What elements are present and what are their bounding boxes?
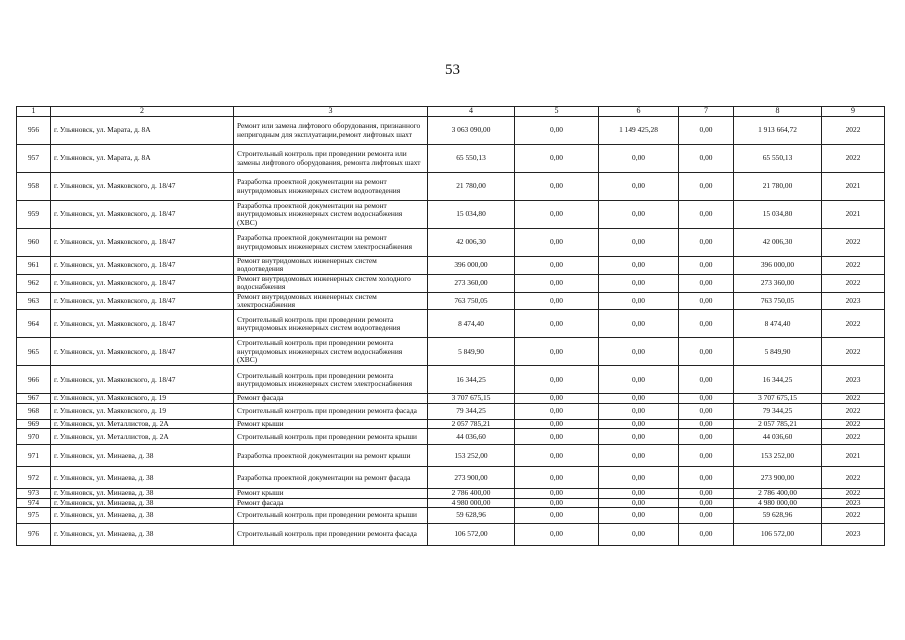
amount-col6-cell: 0,00 xyxy=(599,429,679,445)
amount-col8-cell: 15 034,80 xyxy=(734,201,822,229)
amount-col5-cell: 0,00 xyxy=(515,310,599,338)
amount-col6-cell: 0,00 xyxy=(599,310,679,338)
amount-col6-cell: 0,00 xyxy=(599,394,679,403)
table-row xyxy=(17,117,885,145)
amount-col8-cell: 8 474,40 xyxy=(734,310,822,338)
address-cell: г. Ульяновск, ул. Минаева, д. 38 xyxy=(51,498,234,507)
amount-col6-cell: 0,00 xyxy=(599,173,679,201)
page-number: 53 xyxy=(445,62,460,78)
column-header: 6 xyxy=(599,107,679,117)
amount-col7-cell: 0,00 xyxy=(679,429,734,445)
amount-col8-cell: 1 913 664,72 xyxy=(734,117,822,145)
total-cost-cell: 21 780,00 xyxy=(428,173,515,201)
row-number: 962 xyxy=(17,274,51,292)
address-cell: г. Ульяновск, ул. Маяковского, д. 19 xyxy=(51,394,234,403)
amount-col7-cell: 0,00 xyxy=(679,229,734,257)
amount-col7-cell: 0,00 xyxy=(679,394,734,403)
total-cost-cell: 273 900,00 xyxy=(428,467,515,489)
amount-col5-cell: 0,00 xyxy=(515,201,599,229)
amount-col8-cell: 763 750,05 xyxy=(734,292,822,310)
address-cell: г. Ульяновск, ул. Маяковского, д. 18/47 xyxy=(51,310,234,338)
year-cell: 2021 xyxy=(822,173,885,201)
amount-col8-cell: 5 849,90 xyxy=(734,338,822,366)
amount-col6-cell: 0,00 xyxy=(599,201,679,229)
amount-col8-cell: 16 344,25 xyxy=(734,366,822,394)
work-description-cell: Строительный контроль при проведении ремонта внутридомовых инженерных систем водоотведения xyxy=(234,310,428,338)
address-cell: г. Ульяновск, ул. Минаева, д. 38 xyxy=(51,508,234,524)
amount-col8-cell: 273 900,00 xyxy=(734,467,822,489)
table-row xyxy=(17,445,885,467)
column-header: 4 xyxy=(428,107,515,117)
year-cell: 2023 xyxy=(822,498,885,507)
amount-col7-cell: 0,00 xyxy=(679,403,734,419)
row-number: 963 xyxy=(17,292,51,310)
address-cell: г. Ульяновск, ул. Маяковского, д. 19 xyxy=(51,403,234,419)
amount-col7-cell: 0,00 xyxy=(679,274,734,292)
row-number: 956 xyxy=(17,117,51,145)
amount-col7-cell: 0,00 xyxy=(679,498,734,507)
column-header: 2 xyxy=(51,107,234,117)
amount-col7-cell: 0,00 xyxy=(679,489,734,498)
amount-col8-cell: 79 344,25 xyxy=(734,403,822,419)
address-cell: г. Ульяновск, ул. Минаева, д. 38 xyxy=(51,467,234,489)
table-row xyxy=(17,145,885,173)
row-number: 957 xyxy=(17,145,51,173)
address-cell: г. Ульяновск, ул. Маяковского, д. 18/47 xyxy=(51,366,234,394)
work-description-cell: Ремонт фасада xyxy=(234,498,428,507)
year-cell: 2023 xyxy=(822,292,885,310)
amount-col7-cell: 0,00 xyxy=(679,310,734,338)
amount-col6-cell: 1 149 425,28 xyxy=(599,117,679,145)
table-row xyxy=(17,524,885,546)
year-cell: 2022 xyxy=(822,338,885,366)
table-row xyxy=(17,498,885,507)
work-description-cell: Разработка проектной документации на ремонт внутридомовых инженерных систем электроснабжения xyxy=(234,229,428,257)
row-number: 974 xyxy=(17,498,51,507)
column-number-row xyxy=(17,107,885,117)
amount-col8-cell: 59 628,96 xyxy=(734,508,822,524)
work-description-cell: Строительный контроль при проведении ремонта фасада xyxy=(234,403,428,419)
amount-col5-cell: 0,00 xyxy=(515,366,599,394)
work-description-cell: Строительный контроль при проведении ремонта внутридомовых инженерных систем электроснабжения xyxy=(234,366,428,394)
amount-col8-cell: 44 036,60 xyxy=(734,429,822,445)
table-row xyxy=(17,229,885,257)
row-number: 965 xyxy=(17,338,51,366)
amount-col8-cell: 42 006,30 xyxy=(734,229,822,257)
amount-col5-cell: 0,00 xyxy=(515,508,599,524)
total-cost-cell: 79 344,25 xyxy=(428,403,515,419)
address-cell: г. Ульяновск, ул. Маяковского, д. 18/47 xyxy=(51,292,234,310)
amount-col5-cell: 0,00 xyxy=(515,498,599,507)
table-row xyxy=(17,274,885,292)
amount-col8-cell: 21 780,00 xyxy=(734,173,822,201)
year-cell: 2023 xyxy=(822,524,885,546)
amount-col6-cell: 0,00 xyxy=(599,145,679,173)
year-cell: 2022 xyxy=(822,419,885,428)
amount-col6-cell: 0,00 xyxy=(599,338,679,366)
address-cell: г. Ульяновск, ул. Маяковского, д. 18/47 xyxy=(51,338,234,366)
amount-col5-cell: 0,00 xyxy=(515,403,599,419)
total-cost-cell: 396 000,00 xyxy=(428,257,515,275)
amount-col5-cell: 0,00 xyxy=(515,145,599,173)
work-description-cell: Ремонт внутридомовых инженерных систем водоотведения xyxy=(234,257,428,275)
amount-col8-cell: 2 786 400,00 xyxy=(734,489,822,498)
total-cost-cell: 15 034,80 xyxy=(428,201,515,229)
work-description-cell: Ремонт или замена лифтового оборудования, признанного непригодным для эксплуатации,ремонт лифтовых шахт xyxy=(234,117,428,145)
amount-col5-cell: 0,00 xyxy=(515,292,599,310)
amount-col5-cell: 0,00 xyxy=(515,419,599,428)
column-header: 9 xyxy=(822,107,885,117)
amount-col5-cell: 0,00 xyxy=(515,489,599,498)
year-cell: 2021 xyxy=(822,445,885,467)
year-cell: 2022 xyxy=(822,117,885,145)
row-number: 966 xyxy=(17,366,51,394)
amount-col7-cell: 0,00 xyxy=(679,117,734,145)
row-number: 969 xyxy=(17,419,51,428)
amount-col7-cell: 0,00 xyxy=(679,173,734,201)
address-cell: г. Ульяновск, ул. Минаева, д. 38 xyxy=(51,489,234,498)
amount-col8-cell: 65 550,13 xyxy=(734,145,822,173)
row-number: 964 xyxy=(17,310,51,338)
total-cost-cell: 3 063 090,00 xyxy=(428,117,515,145)
amount-col7-cell: 0,00 xyxy=(679,292,734,310)
total-cost-cell: 4 980 000,00 xyxy=(428,498,515,507)
amount-col5-cell: 0,00 xyxy=(515,173,599,201)
total-cost-cell: 42 006,30 xyxy=(428,229,515,257)
row-number: 972 xyxy=(17,467,51,489)
table-row xyxy=(17,403,885,419)
table-row xyxy=(17,394,885,403)
amount-col6-cell: 0,00 xyxy=(599,403,679,419)
total-cost-cell: 44 036,60 xyxy=(428,429,515,445)
row-number: 959 xyxy=(17,201,51,229)
amount-col5-cell: 0,00 xyxy=(515,467,599,489)
work-description-cell: Разработка проектной документации на ремонт внутридомовых инженерных систем водоотведения xyxy=(234,173,428,201)
amount-col6-cell: 0,00 xyxy=(599,489,679,498)
row-number: 976 xyxy=(17,524,51,546)
amount-col5-cell: 0,00 xyxy=(515,524,599,546)
address-cell: г. Ульяновск, ул. Марата, д. 8А xyxy=(51,117,234,145)
address-cell: г. Ульяновск, ул. Маяковского, д. 18/47 xyxy=(51,229,234,257)
address-cell: г. Ульяновск, ул. Маяковского, д. 18/47 xyxy=(51,173,234,201)
amount-col8-cell: 3 707 675,15 xyxy=(734,394,822,403)
year-cell: 2022 xyxy=(822,429,885,445)
amount-col7-cell: 0,00 xyxy=(679,257,734,275)
amount-col5-cell: 0,00 xyxy=(515,274,599,292)
address-cell: г. Ульяновск, ул. Металлистов, д. 2А xyxy=(51,419,234,428)
year-cell: 2022 xyxy=(822,508,885,524)
amount-col5-cell: 0,00 xyxy=(515,338,599,366)
table-row xyxy=(17,467,885,489)
amount-col6-cell: 0,00 xyxy=(599,524,679,546)
total-cost-cell: 8 474,40 xyxy=(428,310,515,338)
row-number: 970 xyxy=(17,429,51,445)
amount-col8-cell: 4 980 000,00 xyxy=(734,498,822,507)
column-header: 7 xyxy=(679,107,734,117)
table-row xyxy=(17,173,885,201)
total-cost-cell: 153 252,00 xyxy=(428,445,515,467)
amount-col5-cell: 0,00 xyxy=(515,394,599,403)
year-cell: 2022 xyxy=(822,257,885,275)
year-cell: 2022 xyxy=(822,403,885,419)
total-cost-cell: 16 344,25 xyxy=(428,366,515,394)
amount-col7-cell: 0,00 xyxy=(679,145,734,173)
amount-col7-cell: 0,00 xyxy=(679,524,734,546)
amount-col6-cell: 0,00 xyxy=(599,257,679,275)
year-cell: 2022 xyxy=(822,145,885,173)
amount-col6-cell: 0,00 xyxy=(599,445,679,467)
table-row xyxy=(17,201,885,229)
total-cost-cell: 273 360,00 xyxy=(428,274,515,292)
work-description-cell: Разработка проектной документации на ремонт фасада xyxy=(234,467,428,489)
row-number: 960 xyxy=(17,229,51,257)
year-cell: 2022 xyxy=(822,274,885,292)
works-table xyxy=(16,106,885,546)
table-row xyxy=(17,489,885,498)
work-description-cell: Ремонт крыши xyxy=(234,489,428,498)
work-description-cell: Ремонт внутридомовых инженерных систем холодного водоснабжения xyxy=(234,274,428,292)
total-cost-cell: 3 707 675,15 xyxy=(428,394,515,403)
amount-col7-cell: 0,00 xyxy=(679,467,734,489)
amount-col7-cell: 0,00 xyxy=(679,338,734,366)
row-number: 968 xyxy=(17,403,51,419)
year-cell: 2022 xyxy=(822,489,885,498)
work-description-cell: Строительный контроль при проведении ремонта крыши xyxy=(234,429,428,445)
table-row xyxy=(17,257,885,275)
work-description-cell: Строительный контроль при проведении ремонта или замены лифтового оборудования, ремонта лифтовых шахт xyxy=(234,145,428,173)
work-description-cell: Строительный контроль при проведении ремонта фасада xyxy=(234,524,428,546)
amount-col5-cell: 0,00 xyxy=(515,229,599,257)
amount-col8-cell: 153 252,00 xyxy=(734,445,822,467)
table-row xyxy=(17,292,885,310)
column-header: 1 xyxy=(17,107,51,117)
amount-col7-cell: 0,00 xyxy=(679,419,734,428)
table-row xyxy=(17,310,885,338)
row-number: 973 xyxy=(17,489,51,498)
row-number: 967 xyxy=(17,394,51,403)
amount-col8-cell: 396 000,00 xyxy=(734,257,822,275)
table-row xyxy=(17,429,885,445)
amount-col7-cell: 0,00 xyxy=(679,508,734,524)
amount-col6-cell: 0,00 xyxy=(599,274,679,292)
amount-col5-cell: 0,00 xyxy=(515,445,599,467)
table-row xyxy=(17,508,885,524)
address-cell: г. Ульяновск, ул. Минаева, д. 38 xyxy=(51,524,234,546)
year-cell: 2022 xyxy=(822,394,885,403)
total-cost-cell: 763 750,05 xyxy=(428,292,515,310)
row-number: 958 xyxy=(17,173,51,201)
amount-col6-cell: 0,00 xyxy=(599,366,679,394)
amount-col5-cell: 0,00 xyxy=(515,429,599,445)
amount-col6-cell: 0,00 xyxy=(599,508,679,524)
address-cell: г. Ульяновск, ул. Маяковского, д. 18/47 xyxy=(51,274,234,292)
table-body xyxy=(17,117,885,546)
amount-col7-cell: 0,00 xyxy=(679,201,734,229)
year-cell: 2022 xyxy=(822,310,885,338)
table-row xyxy=(17,366,885,394)
table-row xyxy=(17,338,885,366)
amount-col6-cell: 0,00 xyxy=(599,419,679,428)
column-header: 5 xyxy=(515,107,599,117)
total-cost-cell: 2 786 400,00 xyxy=(428,489,515,498)
row-number: 971 xyxy=(17,445,51,467)
address-cell: г. Ульяновск, ул. Минаева, д. 38 xyxy=(51,445,234,467)
address-cell: г. Ульяновск, ул. Металлистов, д. 2А xyxy=(51,429,234,445)
work-description-cell: Ремонт крыши xyxy=(234,419,428,428)
year-cell: 2022 xyxy=(822,467,885,489)
column-header: 8 xyxy=(734,107,822,117)
amount-col6-cell: 0,00 xyxy=(599,498,679,507)
address-cell: г. Ульяновск, ул. Маяковского, д. 18/47 xyxy=(51,257,234,275)
amount-col8-cell: 273 360,00 xyxy=(734,274,822,292)
work-description-cell: Ремонт фасада xyxy=(234,394,428,403)
work-description-cell: Ремонт внутридомовых инженерных систем электроснабжения xyxy=(234,292,428,310)
total-cost-cell: 65 550,13 xyxy=(428,145,515,173)
row-number: 961 xyxy=(17,257,51,275)
row-number: 975 xyxy=(17,508,51,524)
work-description-cell: Разработка проектной документации на ремонт крыши xyxy=(234,445,428,467)
column-header: 3 xyxy=(234,107,428,117)
total-cost-cell: 59 628,96 xyxy=(428,508,515,524)
amount-col8-cell: 2 057 785,21 xyxy=(734,419,822,428)
amount-col6-cell: 0,00 xyxy=(599,292,679,310)
amount-col6-cell: 0,00 xyxy=(599,467,679,489)
total-cost-cell: 2 057 785,21 xyxy=(428,419,515,428)
work-description-cell: Строительный контроль при проведении ремонта крыши xyxy=(234,508,428,524)
total-cost-cell: 5 849,90 xyxy=(428,338,515,366)
total-cost-cell: 106 572,00 xyxy=(428,524,515,546)
amount-col5-cell: 0,00 xyxy=(515,257,599,275)
amount-col6-cell: 0,00 xyxy=(599,229,679,257)
address-cell: г. Ульяновск, ул. Маяковского, д. 18/47 xyxy=(51,201,234,229)
amount-col7-cell: 0,00 xyxy=(679,445,734,467)
work-description-cell: Строительный контроль при проведении ремонта внутридомовых инженерных систем водоснабжения (ХВС) xyxy=(234,338,428,366)
year-cell: 2023 xyxy=(822,366,885,394)
amount-col5-cell: 0,00 xyxy=(515,117,599,145)
amount-col7-cell: 0,00 xyxy=(679,366,734,394)
year-cell: 2022 xyxy=(822,229,885,257)
work-description-cell: Разработка проектной документации на ремонт внутридомовых инженерных систем водоснабжения (ХВС) xyxy=(234,201,428,229)
address-cell: г. Ульяновск, ул. Марата, д. 8А xyxy=(51,145,234,173)
year-cell: 2021 xyxy=(822,201,885,229)
amount-col8-cell: 106 572,00 xyxy=(734,524,822,546)
table-row xyxy=(17,419,885,428)
